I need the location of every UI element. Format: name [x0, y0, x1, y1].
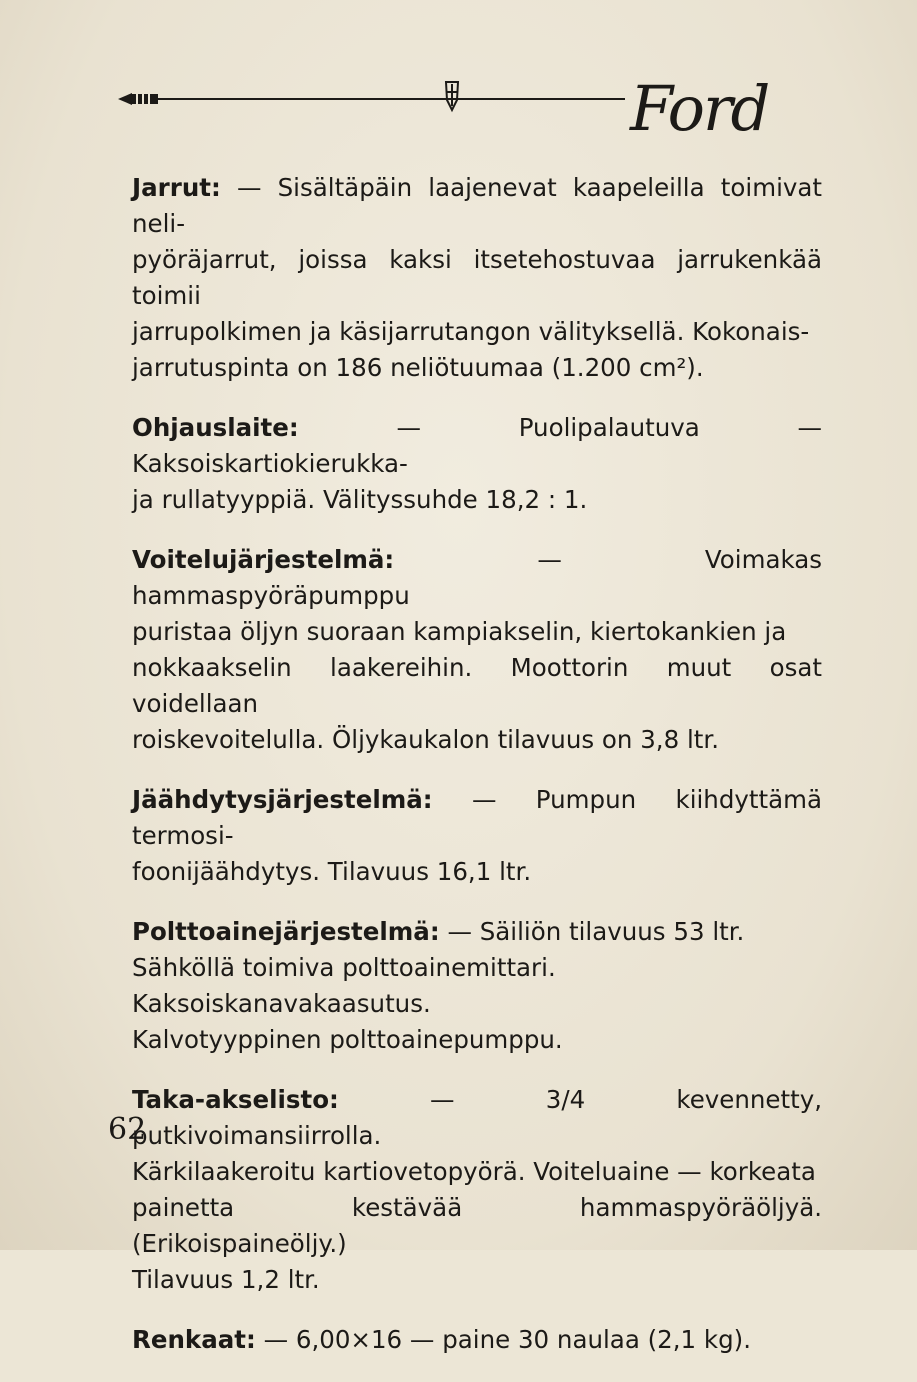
- spec-section: [132, 410, 822, 518]
- spec-label: Ohjauslaite:: [132, 413, 299, 442]
- spec-text: puristaa öljyn suoraan kampiakselin, kiertokankien ja: [132, 617, 787, 646]
- spec-text: Tilavuus 1,2 ltr.: [132, 1265, 320, 1294]
- spec-line: [132, 1190, 822, 1262]
- spec-line: [132, 914, 822, 950]
- spec-text: — 6,00×16 — paine 30 naulaa (2,1 kg).: [263, 1325, 752, 1354]
- spec-line: [132, 986, 822, 1022]
- spec-paragraph: [132, 782, 822, 890]
- spec-text: — Sisältäpäin laajenevat kaapeleilla toimivat neli-: [132, 173, 822, 238]
- spec-label: Jarrut:: [132, 173, 221, 202]
- page-header: [110, 70, 810, 145]
- spec-line: [132, 314, 822, 350]
- spec-line: [132, 782, 822, 854]
- ford-logo: Ford: [630, 72, 769, 145]
- spec-text: jarrutuspinta on 186 neliötuumaa (1.200 cm²).: [132, 353, 704, 382]
- spec-label: Voitelujärjestelmä:: [132, 545, 395, 574]
- spec-section: [132, 1322, 822, 1358]
- spec-paragraph: [132, 542, 822, 758]
- spec-line: [132, 1154, 822, 1190]
- spec-label: Jäähdytysjärjestelmä:: [132, 785, 433, 814]
- spec-line: [132, 650, 822, 722]
- spec-section: [132, 782, 822, 890]
- spec-text: jarrupolkimen ja käsijarrutangon välityksellä. Kokonais-: [132, 317, 810, 346]
- spec-paragraph: [132, 410, 822, 518]
- page-number: 62: [108, 1112, 147, 1147]
- spec-line: [132, 410, 822, 482]
- spec-text: ja rullatyyppiä. Välityssuhde 18,2 : 1.: [132, 485, 588, 514]
- spec-line: [132, 170, 822, 242]
- spec-paragraph: [132, 914, 822, 1058]
- spec-text: Kärkilaakeroitu kartiovetopyörä. Voiteluaine — korkeata: [132, 1157, 816, 1186]
- spec-text: pyöräjarrut, joissa kaksi itsetehostuvaa jarrukenkää toimii: [132, 245, 822, 310]
- spec-section: [132, 1082, 822, 1298]
- spec-label: Renkaat:: [132, 1325, 256, 1354]
- spec-text: — Pumpun kiihdyttämä termosi-: [132, 785, 822, 850]
- spec-text: Kaksoiskanavakaasutus.: [132, 989, 431, 1018]
- spec-label: Taka-akselisto:: [132, 1085, 339, 1114]
- spec-text: foonijäähdytys. Tilavuus 16,1 ltr.: [132, 857, 532, 886]
- spec-line: [132, 722, 822, 758]
- spec-line: [132, 542, 822, 614]
- spec-text: — 3/4 kevennetty, putkivoimansiirrolla.: [132, 1085, 822, 1150]
- spec-section: [132, 542, 822, 758]
- spec-line: [132, 242, 822, 314]
- spec-text: painetta kestävää hammaspyöräöljyä. (Erikoispaineöljy.): [132, 1193, 822, 1258]
- spec-text: — Säiliön tilavuus 53 ltr.: [447, 917, 745, 946]
- spec-paragraph: [132, 1082, 822, 1298]
- spec-text: Kalvotyyppinen polttoainepumppu.: [132, 1025, 563, 1054]
- spec-line: [132, 1322, 822, 1358]
- spec-line: [132, 1082, 822, 1154]
- spec-text: roiskevoitelulla. Öljykaukalon tilavuus on 3,8 ltr.: [132, 725, 719, 754]
- spec-line: [132, 1022, 822, 1058]
- spec-section: [132, 914, 822, 1058]
- spec-text: Sähköllä toimiva polttoainemittari.: [132, 953, 556, 982]
- spec-text: — Puolipalautuva — Kaksoiskartiokierukka-: [132, 413, 822, 478]
- spec-paragraph: [132, 170, 822, 386]
- spec-list: [132, 170, 822, 1382]
- spec-paragraph: [132, 1322, 822, 1358]
- spec-line: [132, 1262, 822, 1298]
- spec-line: [132, 854, 822, 890]
- spec-line: [132, 482, 822, 518]
- spec-section: [132, 170, 822, 386]
- arrow-ornament-icon: [110, 70, 630, 140]
- spec-line: [132, 350, 822, 386]
- spec-text: nokkaakselin laakereihin. Moottorin muut osat voidellaan: [132, 653, 822, 718]
- spec-text: — Voimakas hammaspyöräpumppu: [132, 545, 822, 610]
- spec-line: [132, 614, 822, 650]
- spec-line: [132, 950, 822, 986]
- spec-label: Polttoainejärjestelmä:: [132, 917, 440, 946]
